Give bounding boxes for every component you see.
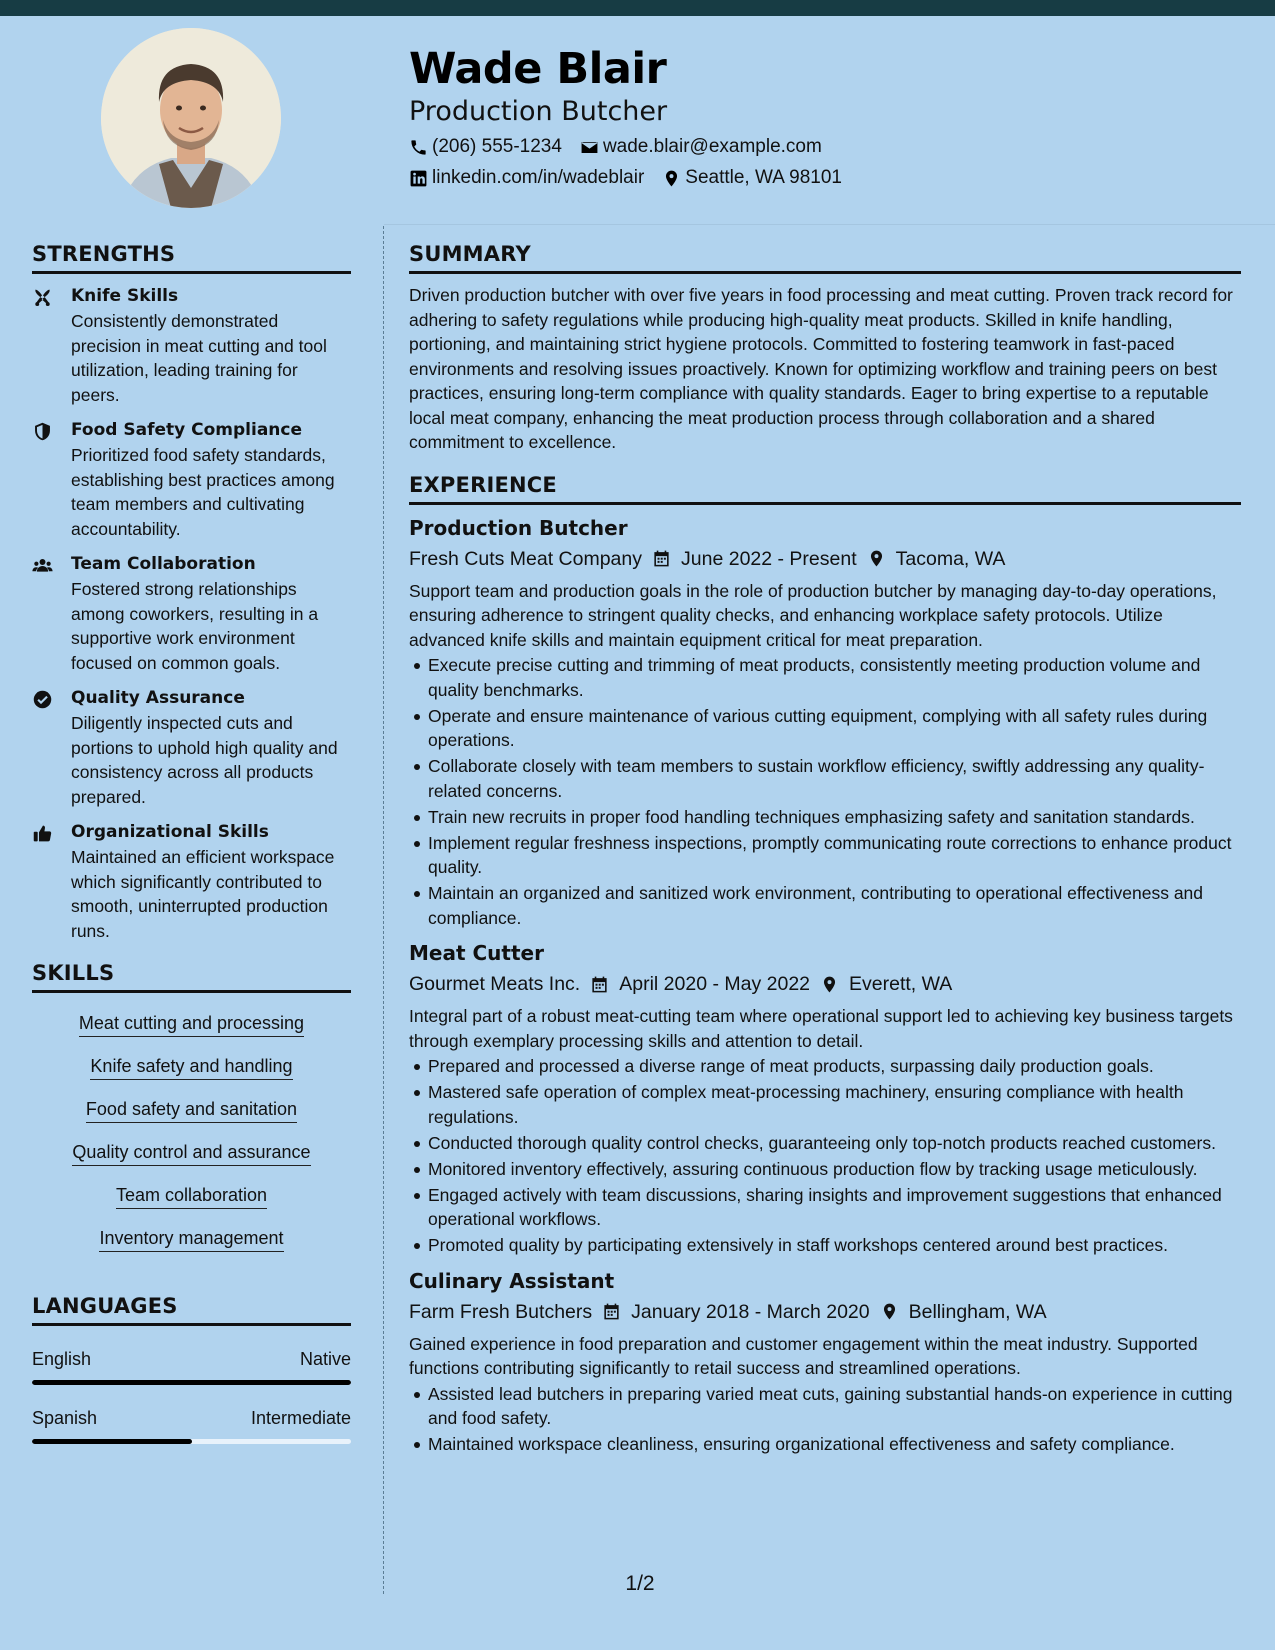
strength-title: Knife Skills xyxy=(71,286,179,306)
summary-title: SUMMARY xyxy=(409,240,1241,274)
header-separator xyxy=(384,224,1275,225)
contact-row-2 xyxy=(409,164,1249,192)
right-column xyxy=(409,240,1241,1458)
page-number: 1/2 xyxy=(625,1572,655,1595)
language-level: Intermediate xyxy=(250,1408,351,1428)
top-bar xyxy=(0,0,1275,16)
job-entry xyxy=(409,513,1241,931)
strength-item xyxy=(32,686,351,809)
profile-photo xyxy=(101,28,281,208)
language-item xyxy=(32,1405,351,1444)
map-pin-icon xyxy=(867,549,886,568)
language-bar-fill xyxy=(32,1380,351,1385)
strength-desc: Maintained an efficient workspace which significantly contributed to smooth, uninterrupted production runs. xyxy=(71,847,335,941)
skill-label: Quality control and assurance xyxy=(72,1140,310,1166)
job-dates xyxy=(602,1297,869,1327)
job-meta xyxy=(409,544,1241,574)
job-company: Fresh Cuts Meat Company xyxy=(409,547,643,570)
candidate-name: Wade Blair xyxy=(409,44,667,94)
map-pin-icon xyxy=(880,1302,899,1321)
strength-title: Quality Assurance xyxy=(71,688,245,708)
calendar-icon xyxy=(652,549,671,568)
skill-item xyxy=(32,1183,351,1209)
strength-item xyxy=(32,418,351,541)
map-pin-icon xyxy=(820,975,839,994)
languages-section xyxy=(32,1292,351,1444)
job-dates xyxy=(590,969,810,999)
job-bullet: Monitored inventory effectively, assuring continuous production flow by tracking usage meticulously. xyxy=(409,1157,1241,1182)
experience-section xyxy=(409,471,1241,1457)
skill-label: Team collaboration xyxy=(116,1183,267,1209)
skill-item xyxy=(32,1140,351,1166)
skill-label: Food safety and sanitation xyxy=(86,1097,297,1123)
strength-title: Team Collaboration xyxy=(71,554,256,574)
skills-title: SKILLS xyxy=(32,959,351,993)
strength-desc: Prioritized food safety standards, establishing best practices among team members and cultivating accountability. xyxy=(71,445,335,539)
skill-item xyxy=(32,1011,351,1037)
job-company: Farm Fresh Butchers xyxy=(409,1300,593,1323)
strength-desc: Consistently demonstrated precision in meat cutting and tool utilization, leading training for peers. xyxy=(71,311,327,405)
language-name: English xyxy=(32,1349,92,1369)
languages-title: LANGUAGES xyxy=(32,1292,351,1326)
skill-label: Meat cutting and processing xyxy=(79,1011,304,1037)
linkedin-text: linkedin.com/in/wadeblair xyxy=(432,167,645,188)
phone-text: (206) 555-1234 xyxy=(432,136,562,157)
job-bullet: Engaged actively with team discussions, sharing insights and improvement suggestions that enhanced operational workflows. xyxy=(409,1183,1241,1232)
job-entry xyxy=(409,1266,1241,1457)
email-contact[interactable] xyxy=(580,133,822,161)
location-text: Seattle, WA 98101 xyxy=(685,167,842,188)
contact-row-1 xyxy=(409,133,1249,161)
strength-item xyxy=(32,284,351,407)
job-bullet: Operate and ensure maintenance of various cutting equipment, complying with all safety rules during operations. xyxy=(409,704,1241,753)
skill-item xyxy=(32,1054,351,1080)
job-list xyxy=(409,513,1241,1457)
job-description: Integral part of a robust meat-cutting team where operational support led to achieving key business targets through exemplary processing skills and attention to detail. xyxy=(409,1006,1233,1051)
strength-item xyxy=(32,820,351,943)
users-icon xyxy=(32,555,53,576)
job-bullet: Promoted quality by participating extensively in staff workshops centered around best practices. xyxy=(409,1233,1241,1258)
job-bullet: Execute precise cutting and trimming of meat products, consistently meeting production volume and quality benchmarks. xyxy=(409,653,1241,702)
job-location xyxy=(867,544,1006,574)
job-bullet: Prepared and processed a diverse range of meat products, surpassing daily production goals. xyxy=(409,1054,1241,1079)
job-dates-text: January 2018 - March 2020 xyxy=(631,1300,870,1323)
phone-icon xyxy=(409,138,428,157)
strength-desc: Fostered strong relationships among coworkers, resulting in a supportive work environment focused on common goals. xyxy=(71,579,319,673)
job-description: Support team and production goals in the role of production butcher by managing day-to-day operations, ensuring adherence to stringent quality checks, and enhancing workplace safety protocols. Utilize advanced knife skills and maintain equipment critical for meat preparation. xyxy=(409,580,1217,650)
job-title: Culinary Assistant xyxy=(409,1268,615,1293)
map-pin-icon xyxy=(662,169,681,188)
strengths-title: STRENGTHS xyxy=(32,240,351,274)
job-location-text: Bellingham, WA xyxy=(908,1300,1047,1323)
profile-photo-illustration xyxy=(101,28,281,208)
job-bullets xyxy=(409,1382,1241,1457)
job-meta xyxy=(409,969,1241,999)
language-bar xyxy=(32,1439,351,1444)
job-entry xyxy=(409,938,1241,1258)
job-meta xyxy=(409,1297,1241,1327)
job-dates xyxy=(652,544,857,574)
left-column xyxy=(32,240,351,1444)
job-bullet: Maintain an organized and sanitized work environment, contributing to operational effectiveness and compliance. xyxy=(409,881,1241,930)
job-location-text: Everett, WA xyxy=(849,973,953,995)
check-circle-icon xyxy=(32,689,53,710)
column-divider xyxy=(383,226,384,1594)
summary-text: Driven production butcher with over five years in food processing and meat cutting. Proven track record for adhering to safety regulations while producing high-quality meat products. Skilled in knife handling, portioning, and maintaining strict hygiene protocols. Committed to fostering teamwork in fast-paced environments and resolving issues proactively. Known for optimizing workflow and training peers on best practices, ensuring long-term compliance with quality standards. Eager to bring expertise to a reputable local meat company, enhancing the meat production process through collaboration and a shared commitment to excellence. xyxy=(409,285,1233,452)
language-bar-fill xyxy=(32,1439,192,1444)
job-location xyxy=(880,1297,1047,1327)
job-title: Production Butcher xyxy=(409,515,628,540)
job-bullet: Maintained workspace cleanliness, ensuring organizational effectiveness and safety compliance. xyxy=(409,1432,1241,1457)
job-bullets xyxy=(409,653,1241,930)
experience-title: EXPERIENCE xyxy=(409,471,1241,505)
job-bullet: Conducted thorough quality control checks, guaranteeing only top-notch products reached customers. xyxy=(409,1131,1241,1156)
phone-contact[interactable] xyxy=(409,133,562,161)
language-bar xyxy=(32,1380,351,1385)
linkedin-contact[interactable] xyxy=(409,164,644,192)
job-dates-text: April 2020 - May 2022 xyxy=(619,973,811,995)
job-location xyxy=(820,969,952,999)
language-level: Native xyxy=(299,1349,351,1369)
language-item xyxy=(32,1346,351,1385)
job-location-text: Tacoma, WA xyxy=(895,547,1006,570)
job-bullet: Collaborate closely with team members to sustain workflow efficiency, swiftly addressing any quality-related concerns. xyxy=(409,754,1241,803)
thumbs-up-icon xyxy=(32,823,53,844)
strength-title: Food Safety Compliance xyxy=(71,420,303,440)
strength-desc: Diligently inspected cuts and portions to uphold high quality and consistency across all products prepared. xyxy=(71,713,338,807)
job-description: Gained experience in food preparation and customer engagement within the meat industry. Supported functions contributing significantly to retail success and streamlined operations. xyxy=(409,1333,1198,1378)
knife-icon xyxy=(32,287,53,308)
resume-header xyxy=(409,40,1249,192)
job-bullet: Implement regular freshness inspections, promptly communicating route corrections to enhance product quality. xyxy=(409,831,1241,880)
strengths-section xyxy=(32,240,351,943)
skill-item xyxy=(32,1226,351,1252)
job-bullet: Assisted lead butchers in preparing varied meat cuts, gaining substantial hands-on experience in cutting and food safety. xyxy=(409,1382,1241,1431)
skills-section xyxy=(32,959,351,1252)
skill-label: Knife safety and handling xyxy=(90,1054,292,1080)
strength-title: Organizational Skills xyxy=(71,822,269,842)
calendar-icon xyxy=(590,975,609,994)
skill-label: Inventory management xyxy=(99,1226,283,1252)
linkedin-icon xyxy=(409,169,428,188)
summary-section xyxy=(409,240,1241,455)
skill-item xyxy=(32,1097,351,1123)
job-dates-text: June 2022 - Present xyxy=(681,547,857,570)
job-bullets xyxy=(409,1054,1241,1258)
shield-icon xyxy=(32,421,53,442)
language-name: Spanish xyxy=(32,1408,98,1428)
job-bullet: Train new recruits in proper food handling techniques emphasizing safety and sanitation standards. xyxy=(409,805,1241,830)
job-title: Meat Cutter xyxy=(409,941,544,965)
email-text: wade.blair@example.com xyxy=(602,136,822,157)
candidate-role: Production Butcher xyxy=(409,96,668,127)
job-bullet: Mastered safe operation of complex meat-processing machinery, ensuring compliance with health regulations. xyxy=(409,1080,1241,1129)
envelope-icon xyxy=(580,138,599,157)
calendar-icon xyxy=(602,1302,621,1321)
job-company: Gourmet Meats Inc. xyxy=(409,973,581,995)
location-contact xyxy=(662,164,842,192)
strength-item xyxy=(32,552,351,675)
